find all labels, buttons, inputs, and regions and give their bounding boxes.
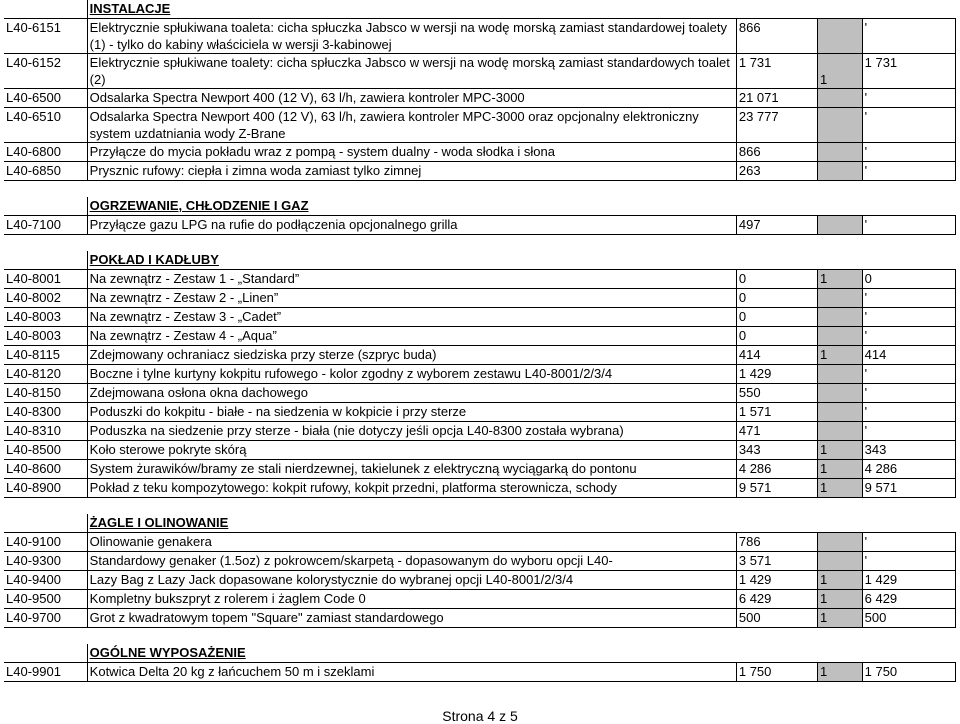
option-description: Olinowanie genakera [87, 533, 736, 552]
option-total: 4 286 [862, 460, 955, 479]
option-description: Pokład z teku kompozytowego: kokpit rufowy, kokpit przedni, platforma sterownicza, schody [87, 479, 736, 498]
option-code: L40-9100 [4, 533, 87, 552]
option-quantity: 1 [818, 460, 863, 479]
section-heading-code-cell [4, 197, 87, 216]
option-quantity: 1 [818, 270, 863, 289]
option-row [4, 54, 956, 89]
option-code: L40-8003 [4, 327, 87, 346]
option-total: ' [862, 365, 955, 384]
option-total: ' [862, 384, 955, 403]
option-row [4, 441, 956, 460]
option-code: L40-8002 [4, 289, 87, 308]
option-price: 0 [736, 308, 817, 327]
option-row [4, 533, 956, 552]
option-description: Na zewnątrz - Zestaw 1 - „Standard” [87, 270, 736, 289]
option-row [4, 108, 956, 143]
option-description: System żurawików/bramy ze stali nierdzewnej, takielunek z elektryczną wyciągarką do pontonu [87, 460, 736, 479]
option-total: 1 750 [862, 663, 955, 682]
option-code: L40-8500 [4, 441, 87, 460]
option-row [4, 422, 956, 441]
option-row [4, 89, 956, 108]
option-code: L40-8001 [4, 270, 87, 289]
option-quantity [818, 89, 863, 108]
option-price: 1 429 [736, 365, 817, 384]
option-description: Elektrycznie spłukiwane toalety: cicha spłuczka Jabsco w wersji na wodę morską zamiast standardowych toalet (2) [87, 54, 736, 89]
option-total: ' [862, 422, 955, 441]
section-heading-code-cell [4, 0, 87, 19]
option-quantity [818, 384, 863, 403]
section-spacer [4, 498, 956, 515]
option-price: 0 [736, 289, 817, 308]
option-quantity [818, 308, 863, 327]
section-heading-row [4, 0, 956, 19]
option-quantity [818, 552, 863, 571]
option-quantity: 1 [818, 609, 863, 628]
option-price: 500 [736, 609, 817, 628]
option-total: ' [862, 289, 955, 308]
option-code: L40-8003 [4, 308, 87, 327]
section-spacer [4, 628, 956, 645]
option-description: Poduszki do kokpitu - białe - na siedzenia w kokpicie i przy sterze [87, 403, 736, 422]
option-code: L40-8600 [4, 460, 87, 479]
option-code: L40-9400 [4, 571, 87, 590]
option-row [4, 609, 956, 628]
section-heading-blank [736, 197, 955, 216]
section-title: INSTALACJE [87, 0, 736, 19]
option-row [4, 327, 956, 346]
option-quantity [818, 143, 863, 162]
option-description: Odsalarka Spectra Newport 400 (12 V), 63 l/h, zawiera kontroler MPC-3000 [87, 89, 736, 108]
option-quantity [818, 422, 863, 441]
option-price: 1 429 [736, 571, 817, 590]
option-price: 1 750 [736, 663, 817, 682]
section-heading-row [4, 197, 956, 216]
option-description: Przyłącze do mycia pokładu wraz z pompą - system dualny - woda słodka i słona [87, 143, 736, 162]
option-quantity [818, 216, 863, 235]
option-description: Elektrycznie spłukiwana toaleta: cicha spłuczka Jabsco w wersji na wodę morską zamiast standardowej toalety (1) - tylko do kabiny właściciela w wersji 3-kabinowej [87, 19, 736, 54]
section-title: OGRZEWANIE, CHŁODZENIE I GAZ [87, 197, 736, 216]
option-code: L40-8310 [4, 422, 87, 441]
option-row [4, 289, 956, 308]
option-code: L40-6850 [4, 162, 87, 181]
option-row [4, 403, 956, 422]
option-quantity: 1 [818, 441, 863, 460]
option-description: Na zewnątrz - Zestaw 4 - „Aqua” [87, 327, 736, 346]
section-heading-code-cell [4, 644, 87, 663]
option-quantity: 1 [818, 663, 863, 682]
option-quantity: 1 [818, 54, 863, 89]
option-row [4, 571, 956, 590]
section-title: OGÓLNE WYPOSAŻENIE [87, 644, 736, 663]
option-code: L40-8300 [4, 403, 87, 422]
option-total: ' [862, 552, 955, 571]
option-code: L40-8150 [4, 384, 87, 403]
option-row [4, 365, 956, 384]
option-total: 500 [862, 609, 955, 628]
option-total: ' [862, 108, 955, 143]
option-row [4, 143, 956, 162]
option-total: 343 [862, 441, 955, 460]
section-heading-row [4, 514, 956, 533]
option-price: 3 571 [736, 552, 817, 571]
section-spacer [4, 235, 956, 252]
option-total: 1 731 [862, 54, 955, 89]
option-total: ' [862, 216, 955, 235]
option-code: L40-8120 [4, 365, 87, 384]
option-price: 343 [736, 441, 817, 460]
option-description: Standardowy genaker (1.5oz) z pokrowcem/skarpetą - dopasowanym do wyboru opcji L40- [87, 552, 736, 571]
option-total: ' [862, 162, 955, 181]
option-description: Na zewnątrz - Zestaw 3 - „Cadet” [87, 308, 736, 327]
option-price: 9 571 [736, 479, 817, 498]
options-table-body [4, 0, 956, 682]
option-price: 497 [736, 216, 817, 235]
option-quantity [818, 162, 863, 181]
option-price: 414 [736, 346, 817, 365]
option-quantity [818, 327, 863, 346]
option-price: 263 [736, 162, 817, 181]
section-heading-blank [736, 644, 955, 663]
option-row [4, 479, 956, 498]
option-description: Kompletny bukszpryt z rolerem i żaglem Code 0 [87, 590, 736, 609]
option-quantity [818, 533, 863, 552]
section-title: POKŁAD I KADŁUBY [87, 251, 736, 270]
option-description: Koło sterowe pokryte skórą [87, 441, 736, 460]
option-code: L40-9300 [4, 552, 87, 571]
option-row [4, 308, 956, 327]
option-total: 6 429 [862, 590, 955, 609]
option-code: L40-6800 [4, 143, 87, 162]
section-heading-code-cell [4, 514, 87, 533]
option-quantity [818, 365, 863, 384]
option-row [4, 270, 956, 289]
option-price: 6 429 [736, 590, 817, 609]
option-description: Lazy Bag z Lazy Jack dopasowane kolorystycznie do wybranej opcji L40-8001/2/3/4 [87, 571, 736, 590]
option-code: L40-6510 [4, 108, 87, 143]
option-price: 4 286 [736, 460, 817, 479]
option-code: L40-6151 [4, 19, 87, 54]
section-title: ŻAGLE I OLINOWANIE [87, 514, 736, 533]
option-total: ' [862, 19, 955, 54]
option-code: L40-8115 [4, 346, 87, 365]
section-heading-row [4, 644, 956, 663]
option-description: Prysznic rufowy: ciepła i zimna woda zamiast tylko zimnej [87, 162, 736, 181]
option-description: Odsalarka Spectra Newport 400 (12 V), 63 l/h, zawiera kontroler MPC-3000 oraz opcjonalny elektroniczny system uzdatniania wody Z-Brane [87, 108, 736, 143]
option-total: 9 571 [862, 479, 955, 498]
option-total: ' [862, 327, 955, 346]
option-price: 866 [736, 19, 817, 54]
option-quantity [818, 403, 863, 422]
option-row [4, 346, 956, 365]
option-row [4, 19, 956, 54]
option-price: 1 571 [736, 403, 817, 422]
option-row [4, 552, 956, 571]
option-code: L40-9500 [4, 590, 87, 609]
option-total: ' [862, 308, 955, 327]
option-description: Kotwica Delta 20 kg z łańcuchem 50 m i szeklami [87, 663, 736, 682]
option-total: ' [862, 533, 955, 552]
option-row [4, 663, 956, 682]
option-row [4, 590, 956, 609]
option-quantity [818, 289, 863, 308]
option-price: 23 777 [736, 108, 817, 143]
option-quantity: 1 [818, 346, 863, 365]
option-price: 471 [736, 422, 817, 441]
option-code: L40-8900 [4, 479, 87, 498]
option-description: Zdejmowany ochraniacz siedziska przy sterze (szpryc buda) [87, 346, 736, 365]
option-total: 0 [862, 270, 955, 289]
section-spacer [4, 181, 956, 198]
option-quantity: 1 [818, 479, 863, 498]
option-description: Grot z kwadratowym topem "Square" zamiast standardowego [87, 609, 736, 628]
section-heading-code-cell [4, 251, 87, 270]
option-quantity [818, 19, 863, 54]
option-row [4, 216, 956, 235]
options-price-table [4, 0, 956, 682]
section-heading-blank [736, 514, 955, 533]
option-row [4, 460, 956, 479]
option-price: 866 [736, 143, 817, 162]
option-price: 0 [736, 327, 817, 346]
option-code: L40-6500 [4, 89, 87, 108]
option-code: L40-9700 [4, 609, 87, 628]
option-description: Poduszka na siedzenie przy sterze - biała (nie dotyczy jeśli opcja L40-8300 została wybrana) [87, 422, 736, 441]
option-code: L40-6152 [4, 54, 87, 89]
option-quantity [818, 108, 863, 143]
option-total: ' [862, 89, 955, 108]
option-description: Przyłącze gazu LPG na rufie do podłączenia opcjonalnego grilla [87, 216, 736, 235]
section-heading-row [4, 251, 956, 270]
option-total: ' [862, 403, 955, 422]
option-row [4, 162, 956, 181]
option-total: ' [862, 143, 955, 162]
section-heading-blank [736, 251, 955, 270]
option-price: 21 071 [736, 89, 817, 108]
section-heading-blank [736, 0, 955, 19]
option-total: 414 [862, 346, 955, 365]
option-description: Zdejmowana osłona okna dachowego [87, 384, 736, 403]
option-description: Boczne i tylne kurtyny kokpitu rufowego - kolor zgodny z wyborem zestawu L40-8001/2/3/4 [87, 365, 736, 384]
option-description: Na zewnątrz - Zestaw 2 - „Linen” [87, 289, 736, 308]
option-code: L40-7100 [4, 216, 87, 235]
option-code: L40-9901 [4, 663, 87, 682]
option-quantity: 1 [818, 590, 863, 609]
option-total: 1 429 [862, 571, 955, 590]
option-price: 550 [736, 384, 817, 403]
option-price: 0 [736, 270, 817, 289]
option-quantity: 1 [818, 571, 863, 590]
option-price: 1 731 [736, 54, 817, 89]
page-number: Strona 4 z 5 [442, 708, 518, 724]
option-price: 786 [736, 533, 817, 552]
option-row [4, 384, 956, 403]
